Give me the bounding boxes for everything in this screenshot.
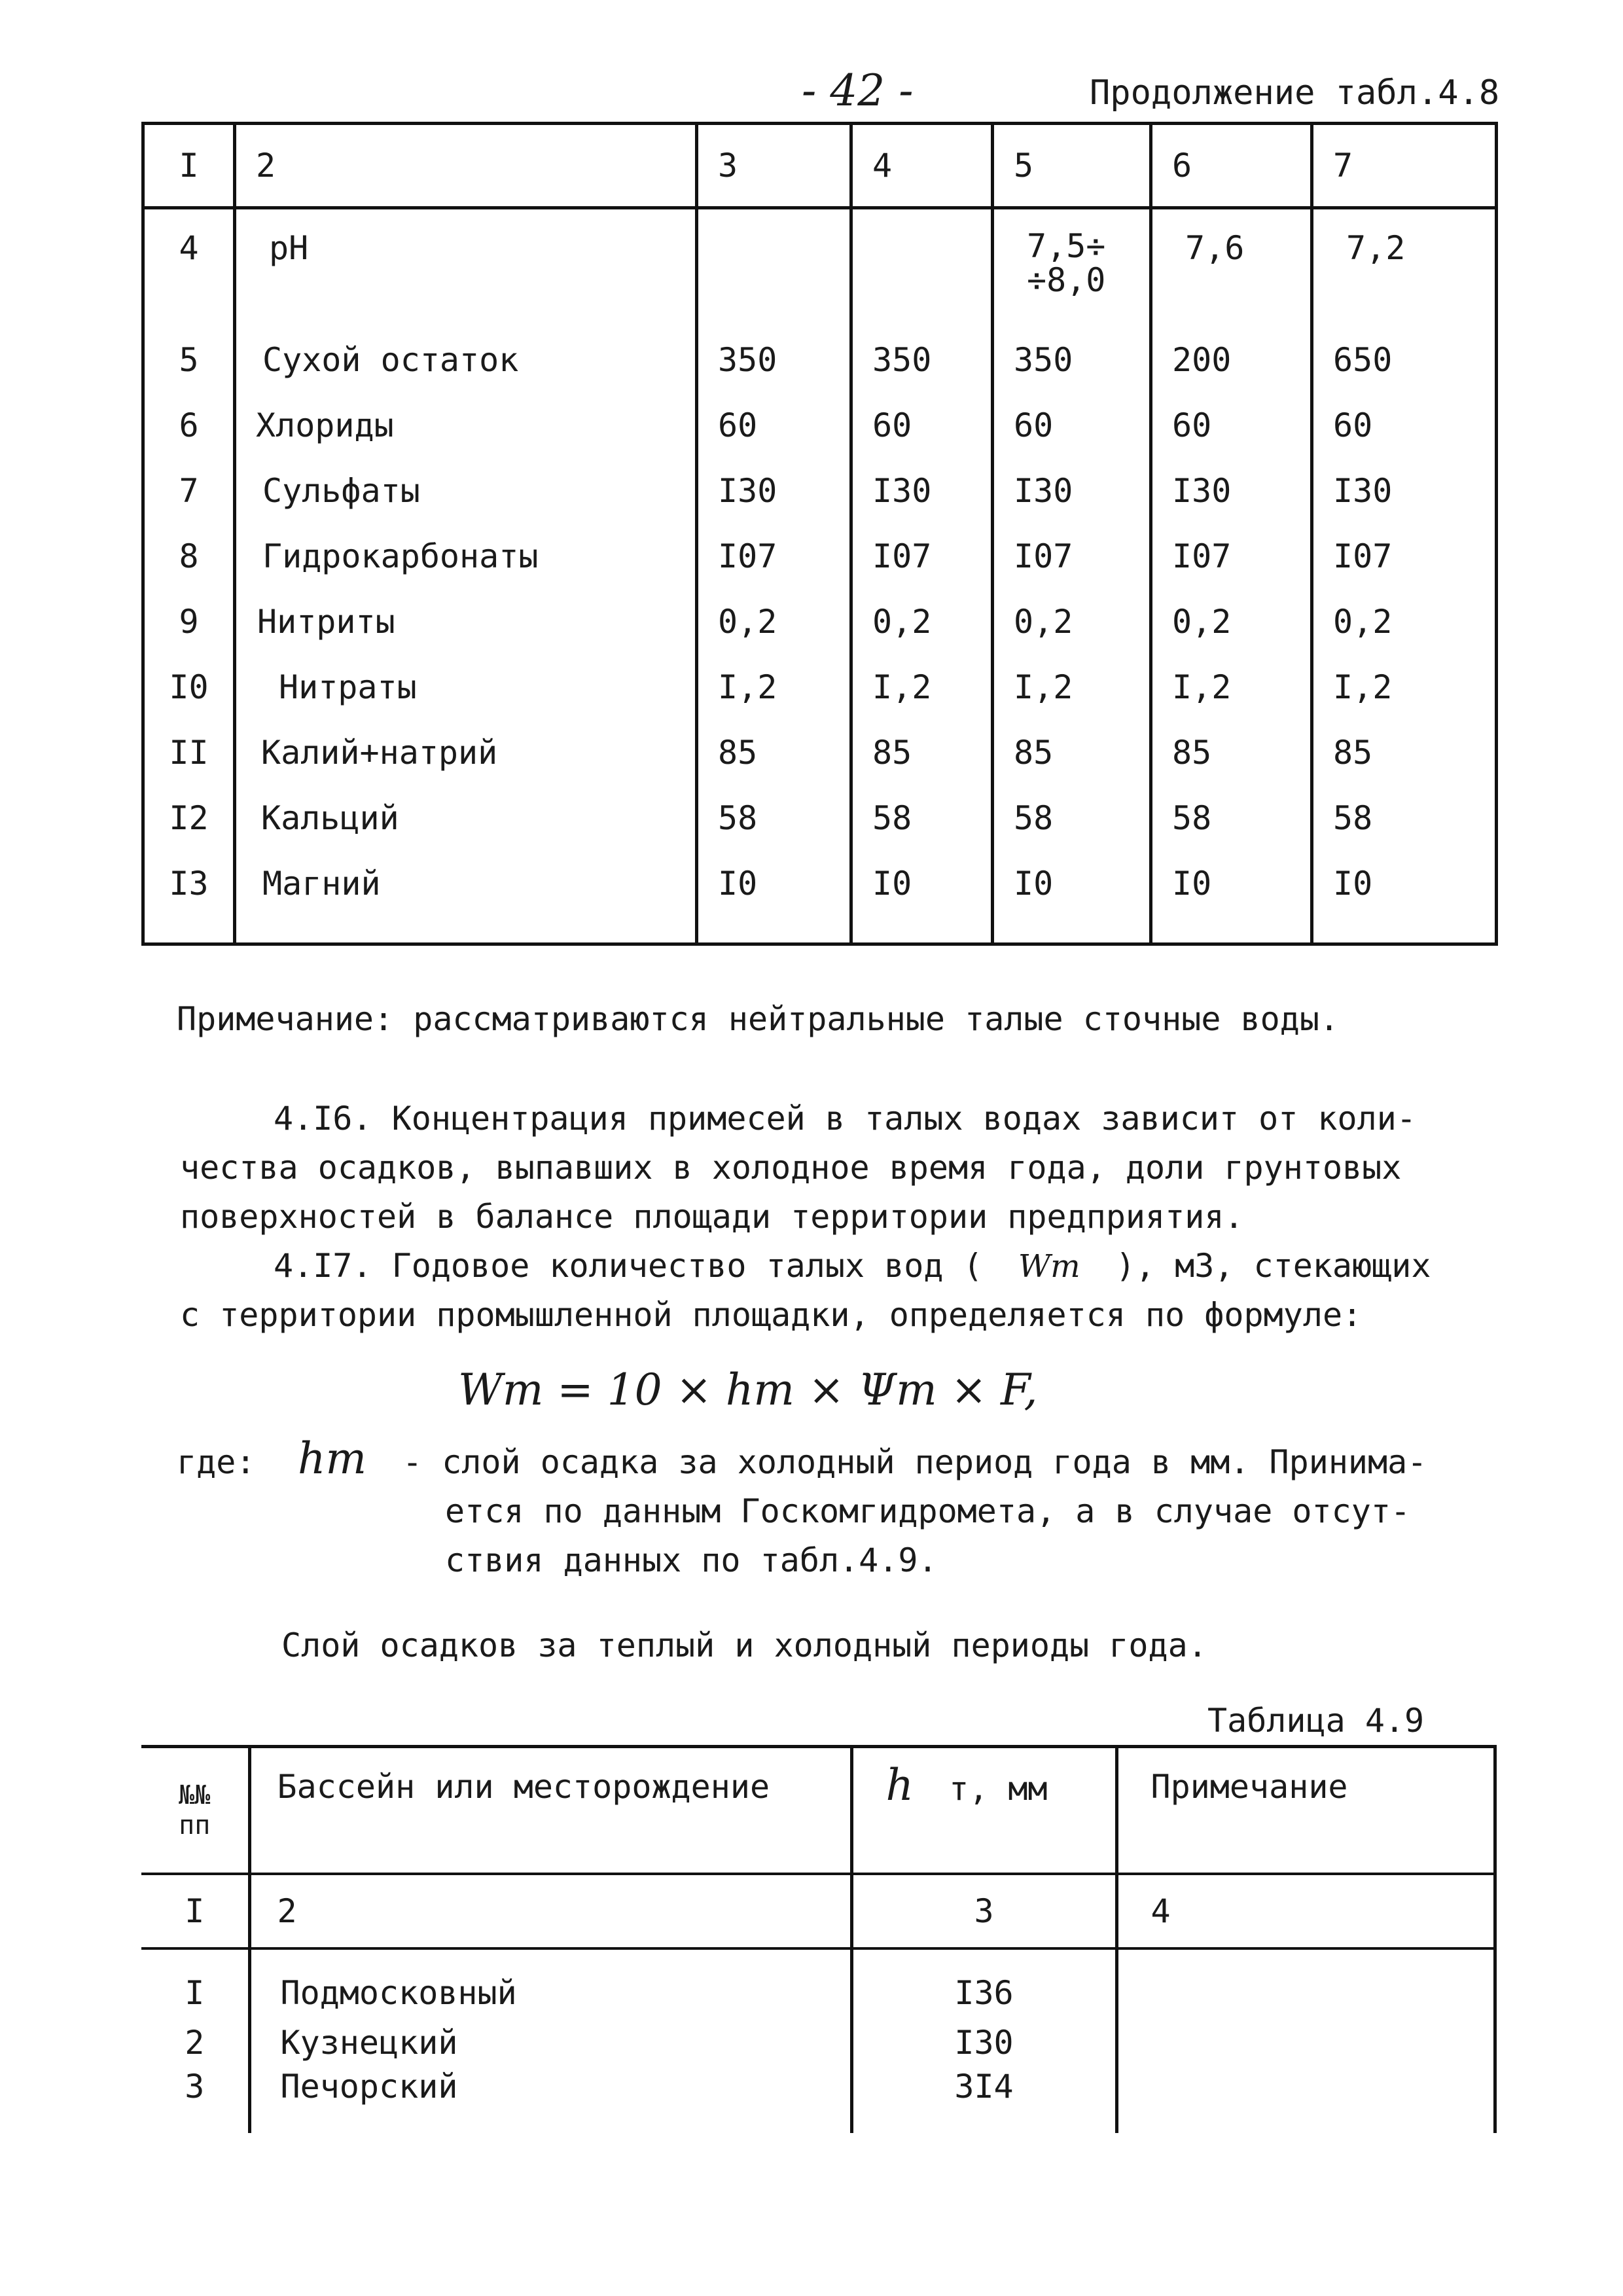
h-value: I36 bbox=[851, 1948, 1116, 2018]
cell-value: 85 bbox=[1151, 720, 1312, 785]
table-row bbox=[143, 785, 1497, 851]
cell-value: I30 bbox=[851, 458, 993, 524]
cell-value: 60 bbox=[993, 393, 1151, 458]
table-row bbox=[143, 208, 1497, 328]
col-header-h bbox=[851, 1747, 1116, 1874]
cell-value: 60 bbox=[697, 393, 851, 458]
table-row bbox=[141, 1948, 1495, 2018]
row-number: I bbox=[185, 1974, 205, 2012]
row-number: 6 bbox=[179, 406, 199, 444]
col-header: 2 bbox=[235, 124, 697, 208]
h-value: 3I4 bbox=[851, 2068, 1116, 2133]
table-row bbox=[143, 851, 1497, 944]
cell-value: I07 bbox=[993, 524, 1151, 589]
cell-value: I07 bbox=[1312, 524, 1497, 589]
col-header: 3 bbox=[697, 124, 851, 208]
col-header: 5 bbox=[993, 124, 1151, 208]
symbol-h-t: hт bbox=[298, 1433, 367, 1484]
cell-value: 0,2 bbox=[1151, 589, 1312, 655]
row-number: I3 bbox=[169, 865, 209, 903]
row-number: I2 bbox=[169, 799, 209, 837]
table-row bbox=[143, 458, 1497, 524]
cell-value: I,2 bbox=[697, 655, 851, 720]
cell-value: I30 bbox=[993, 458, 1151, 524]
basin-name: Печорский bbox=[249, 2068, 851, 2133]
cell-value: 60 bbox=[1151, 393, 1312, 458]
row-number: 8 bbox=[179, 537, 199, 575]
cell-value: 0,2 bbox=[851, 589, 993, 655]
paragraph-4-16-line: 4.I6. Концентрация примесей в талых водах зависит от коли- bbox=[274, 1100, 1416, 1138]
cell-value bbox=[993, 208, 1151, 328]
cell-value: 58 bbox=[1151, 785, 1312, 851]
col-header-num: №№ пп bbox=[141, 1747, 249, 1874]
row-number: I0 bbox=[169, 668, 209, 706]
cell-value: 85 bbox=[851, 720, 993, 785]
table-header-row bbox=[141, 1747, 1495, 1874]
col-header: 7 bbox=[1312, 124, 1497, 208]
row-number: 3 bbox=[185, 2068, 205, 2106]
cell-value: 85 bbox=[697, 720, 851, 785]
col-header-name: Бассейн или месторождение bbox=[249, 1747, 851, 1874]
cell-value bbox=[851, 208, 993, 328]
parameter-name: Кальций bbox=[235, 785, 697, 851]
table-row bbox=[143, 655, 1497, 720]
parameter-name: Гидрокарбонаты bbox=[235, 524, 697, 589]
table-row bbox=[141, 2068, 1495, 2133]
cell-value: I0 bbox=[993, 851, 1151, 944]
col-header: 4 bbox=[851, 124, 993, 208]
where-label: где: bbox=[177, 1443, 256, 1481]
col-number: I bbox=[141, 1874, 249, 1948]
cell-value: 85 bbox=[1312, 720, 1497, 785]
parameter-name: Сульфаты bbox=[235, 458, 697, 524]
cell-value: I30 bbox=[1312, 458, 1497, 524]
table-row bbox=[143, 393, 1497, 458]
cell-value: I07 bbox=[1151, 524, 1312, 589]
table-row bbox=[143, 589, 1497, 655]
cell-value: 58 bbox=[993, 785, 1151, 851]
row-number: II bbox=[169, 734, 209, 772]
cell-value: I,2 bbox=[851, 655, 993, 720]
row-number: 5 bbox=[179, 341, 199, 379]
cell-value: 58 bbox=[1312, 785, 1497, 851]
parameter-name: Магний bbox=[235, 851, 697, 944]
column-numbers-row bbox=[141, 1874, 1495, 1948]
cell-value: 85 bbox=[993, 720, 1151, 785]
col-number: 3 bbox=[851, 1874, 1116, 1948]
col-header: I bbox=[143, 124, 235, 208]
table-row bbox=[141, 2018, 1495, 2068]
row-number: 4 bbox=[179, 229, 199, 267]
cell-value: I0 bbox=[697, 851, 851, 944]
cell-value: 0,2 bbox=[993, 589, 1151, 655]
continuation-label: Продолжение табл.4.8 bbox=[1090, 73, 1500, 113]
cell-value: 58 bbox=[851, 785, 993, 851]
table-row bbox=[143, 524, 1497, 589]
col-number: 4 bbox=[1116, 1874, 1495, 1948]
where-description: ется по данным Госкомгидромета, а в случае отсут- bbox=[445, 1492, 1411, 1530]
cell-value: I30 bbox=[1151, 458, 1312, 524]
note-cell bbox=[1116, 1948, 1495, 2018]
cell-value: 58 bbox=[697, 785, 851, 851]
cell-value: 60 bbox=[851, 393, 993, 458]
symbol-w-t: Wт bbox=[1018, 1248, 1080, 1285]
parameter-name: Хлориды bbox=[235, 393, 697, 458]
col-number: 2 bbox=[249, 1874, 851, 1948]
paragraph-4-16-line: поверхностей в балансе площади территории предприятия. bbox=[180, 1198, 1244, 1236]
page-number: - 42 - bbox=[802, 65, 914, 116]
where-description: ствия данных по табл.4.9. bbox=[445, 1541, 938, 1579]
cell-value: I07 bbox=[851, 524, 993, 589]
col-header-unit: т, мм bbox=[949, 1770, 1048, 1808]
formula: Wт = 10 × hт × Ψт × F, bbox=[458, 1365, 1038, 1415]
parameter-name: pH bbox=[235, 208, 697, 328]
cell-value: 200 bbox=[1151, 327, 1312, 393]
cell-value: 0,2 bbox=[1312, 589, 1497, 655]
table-4-9 bbox=[141, 1745, 1497, 2133]
cell-value: I07 bbox=[697, 524, 851, 589]
basin-name: Кузнецкий bbox=[249, 2018, 851, 2068]
cell-value: 350 bbox=[993, 327, 1151, 393]
col-header: 6 bbox=[1151, 124, 1312, 208]
cell-value bbox=[697, 208, 851, 328]
cell-value: I,2 bbox=[993, 655, 1151, 720]
cell-value: 650 bbox=[1312, 327, 1497, 393]
cell-value: I,2 bbox=[1151, 655, 1312, 720]
cell-value: 60 bbox=[1312, 393, 1497, 458]
table-4-9-caption: Слой осадков за теплый и холодный периоды года. bbox=[281, 1626, 1207, 1664]
cell-value: I,2 bbox=[1312, 655, 1497, 720]
paragraph-text: 4.I7. Годовое количество талых вод ( bbox=[274, 1247, 983, 1285]
cell-value: I0 bbox=[851, 851, 993, 944]
table-row bbox=[143, 327, 1497, 393]
cell-value: 7,2 bbox=[1312, 208, 1497, 328]
table-row bbox=[143, 720, 1497, 785]
basin-name: Подмосковный bbox=[249, 1948, 851, 2018]
cell-value: I0 bbox=[1151, 851, 1312, 944]
paragraph-4-16-line: чества осадков, выпавших в холодное время года, доли грунтовых bbox=[180, 1149, 1402, 1187]
value-range-start: 7,5÷ bbox=[1027, 227, 1106, 265]
table-4-9-label: Таблица 4.9 bbox=[1207, 1702, 1425, 1740]
cell-value: 7,6 bbox=[1151, 208, 1312, 328]
cell-value: I0 bbox=[1312, 851, 1497, 944]
cell-value: I30 bbox=[697, 458, 851, 524]
where-description: - слой осадка за холодный период года в мм. Принима- bbox=[402, 1443, 1427, 1481]
value-range-end: ÷8,0 bbox=[1027, 261, 1106, 299]
paragraph-4-17-line bbox=[274, 1247, 1431, 1285]
paragraph-4-17-line: с территории промышленной площадки, определяется по формуле: bbox=[180, 1296, 1363, 1334]
row-number: 9 bbox=[179, 603, 199, 641]
h-value: I30 bbox=[851, 2018, 1116, 2068]
parameter-name: Нитраты bbox=[235, 655, 697, 720]
parameter-name: Калий+натрий bbox=[235, 720, 697, 785]
table-header-row bbox=[143, 124, 1497, 208]
parameter-name: Нитриты bbox=[235, 589, 697, 655]
cell-value: 350 bbox=[697, 327, 851, 393]
col-header-note: Примечание bbox=[1116, 1747, 1495, 1874]
cell-value: 0,2 bbox=[697, 589, 851, 655]
table-note: Примечание: рассматриваются нейтральные талые сточные воды. bbox=[177, 1000, 1340, 1038]
symbol-h: h bbox=[885, 1760, 914, 1810]
row-number: 7 bbox=[179, 472, 199, 510]
note-cell bbox=[1116, 2018, 1495, 2068]
parameter-name: Сухой остаток bbox=[235, 327, 697, 393]
paragraph-text: ), м3, стекающих bbox=[1115, 1247, 1431, 1285]
cell-value: 350 bbox=[851, 327, 993, 393]
row-number: 2 bbox=[185, 2024, 205, 2062]
table-4-8 bbox=[141, 122, 1498, 946]
note-cell bbox=[1116, 2068, 1495, 2133]
